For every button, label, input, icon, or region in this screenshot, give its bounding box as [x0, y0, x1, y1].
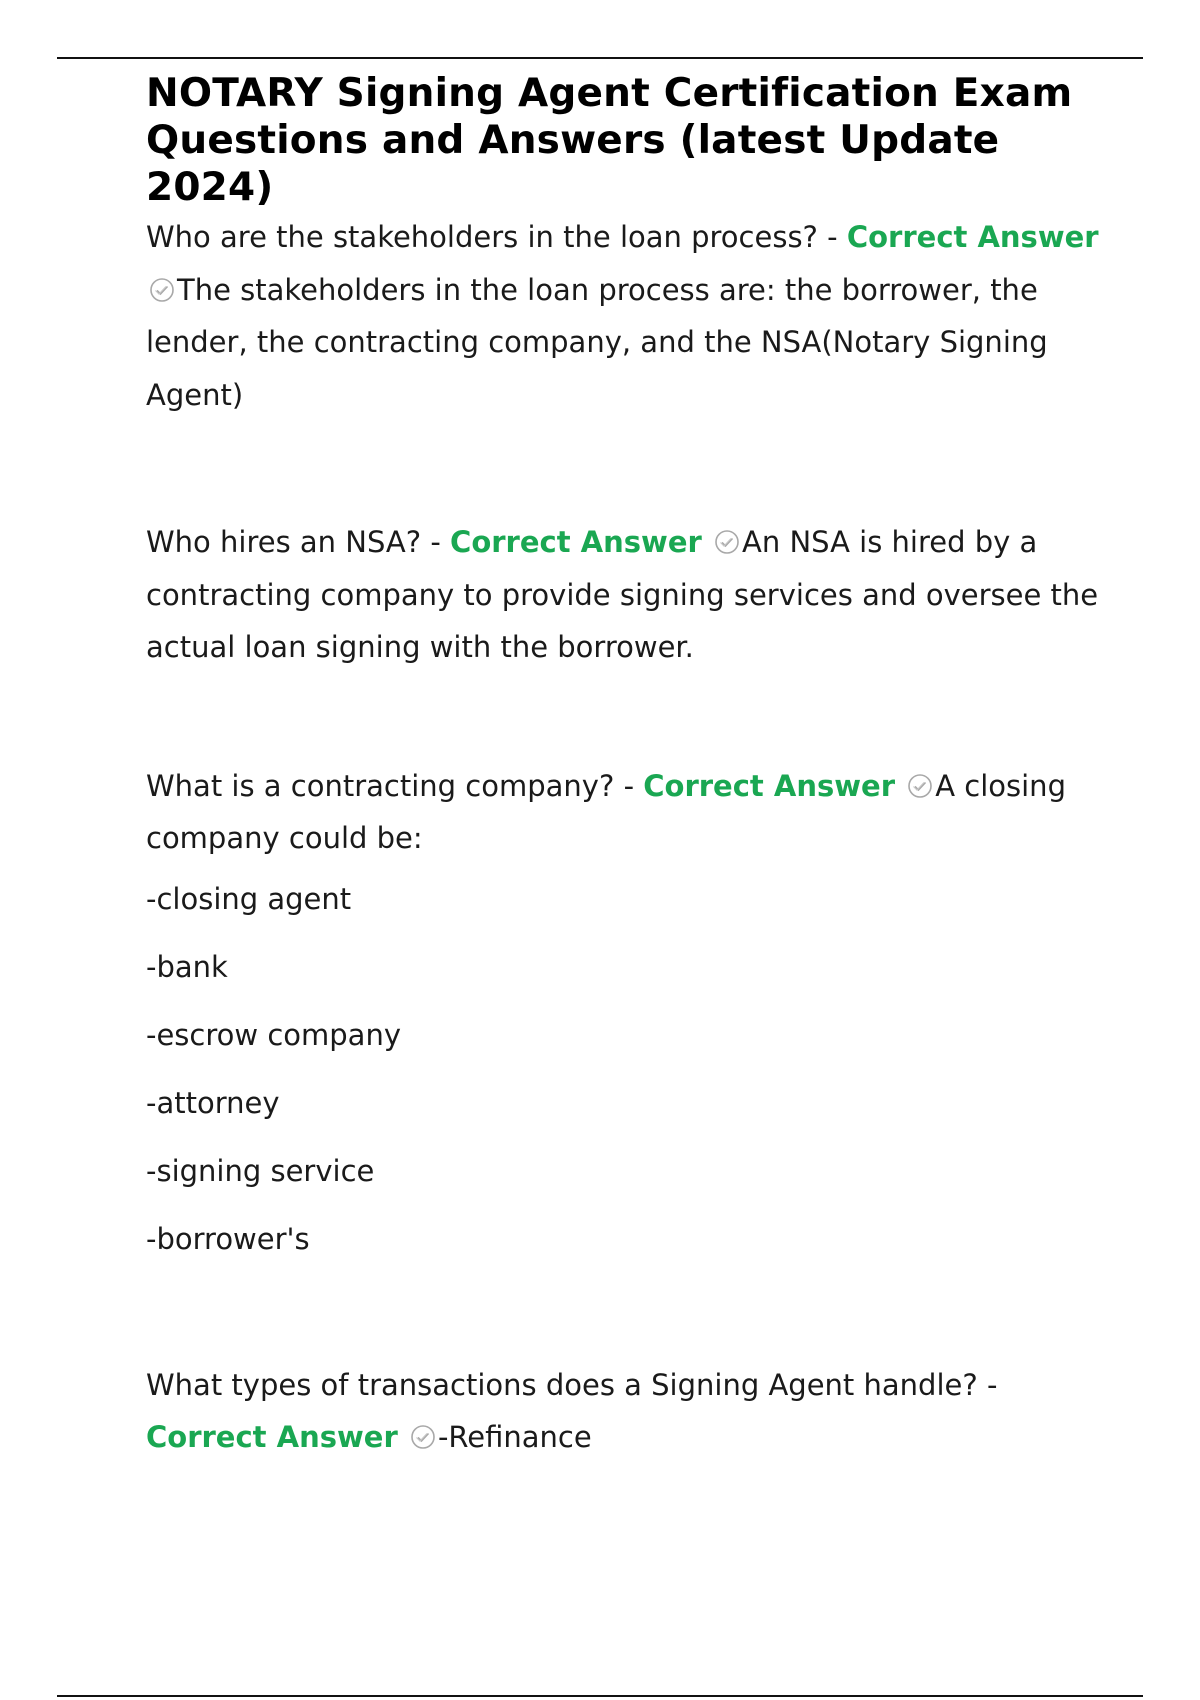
- check-circle-icon: [907, 773, 933, 799]
- qa-item-2: [146, 516, 1106, 674]
- answer-text: The stakeholders in the loan process are: the borrower, the lender, the contracting company, and the NSA(Notary Signing Agent): [146, 272, 1048, 412]
- correct-answer-label: Correct Answer: [146, 1420, 398, 1454]
- check-circle-icon: [714, 529, 740, 555]
- correct-answer-label: Correct Answer: [846, 220, 1099, 254]
- check-circle-icon: [149, 277, 175, 303]
- answer-text: An NSA is hired by a contracting company to provide signing services and oversee the actual loan signing with the borrower.: [146, 525, 1099, 664]
- list-item: -borrower's: [146, 1221, 310, 1256]
- question-text: What is a contracting company? -: [146, 768, 644, 803]
- correct-answer-label: Correct Answer: [643, 768, 895, 803]
- list-item: -escrow company: [146, 1017, 401, 1052]
- document-body: [146, 70, 1106, 1464]
- check-circle-icon: [410, 1424, 436, 1450]
- document-title: NOTARY Signing Agent Certification Exam Questions and Answers (latest Update 2024): [146, 71, 1073, 210]
- qa-item-4: [146, 1359, 1106, 1464]
- list-item: -bank: [146, 949, 228, 984]
- qa-item-1: [146, 211, 1106, 421]
- list-item: -attorney: [146, 1085, 280, 1120]
- list-item: -closing agent: [146, 881, 352, 916]
- top-rule: [57, 57, 1143, 59]
- qa-item-3: [146, 760, 1106, 865]
- answer-text: A closing company could be:: [146, 768, 1066, 855]
- bottom-rule: [57, 1695, 1143, 1697]
- list-item: -signing service: [146, 1153, 375, 1188]
- question-text: What types of transactions does a Signing Agent handle? -: [146, 1367, 998, 1402]
- correct-answer-label: Correct Answer: [450, 525, 702, 559]
- question-text: Who are the stakeholders in the loan process? -: [146, 220, 847, 254]
- question-text: Who hires an NSA? -: [146, 525, 451, 559]
- answer-text: -Refinance: [437, 1420, 592, 1454]
